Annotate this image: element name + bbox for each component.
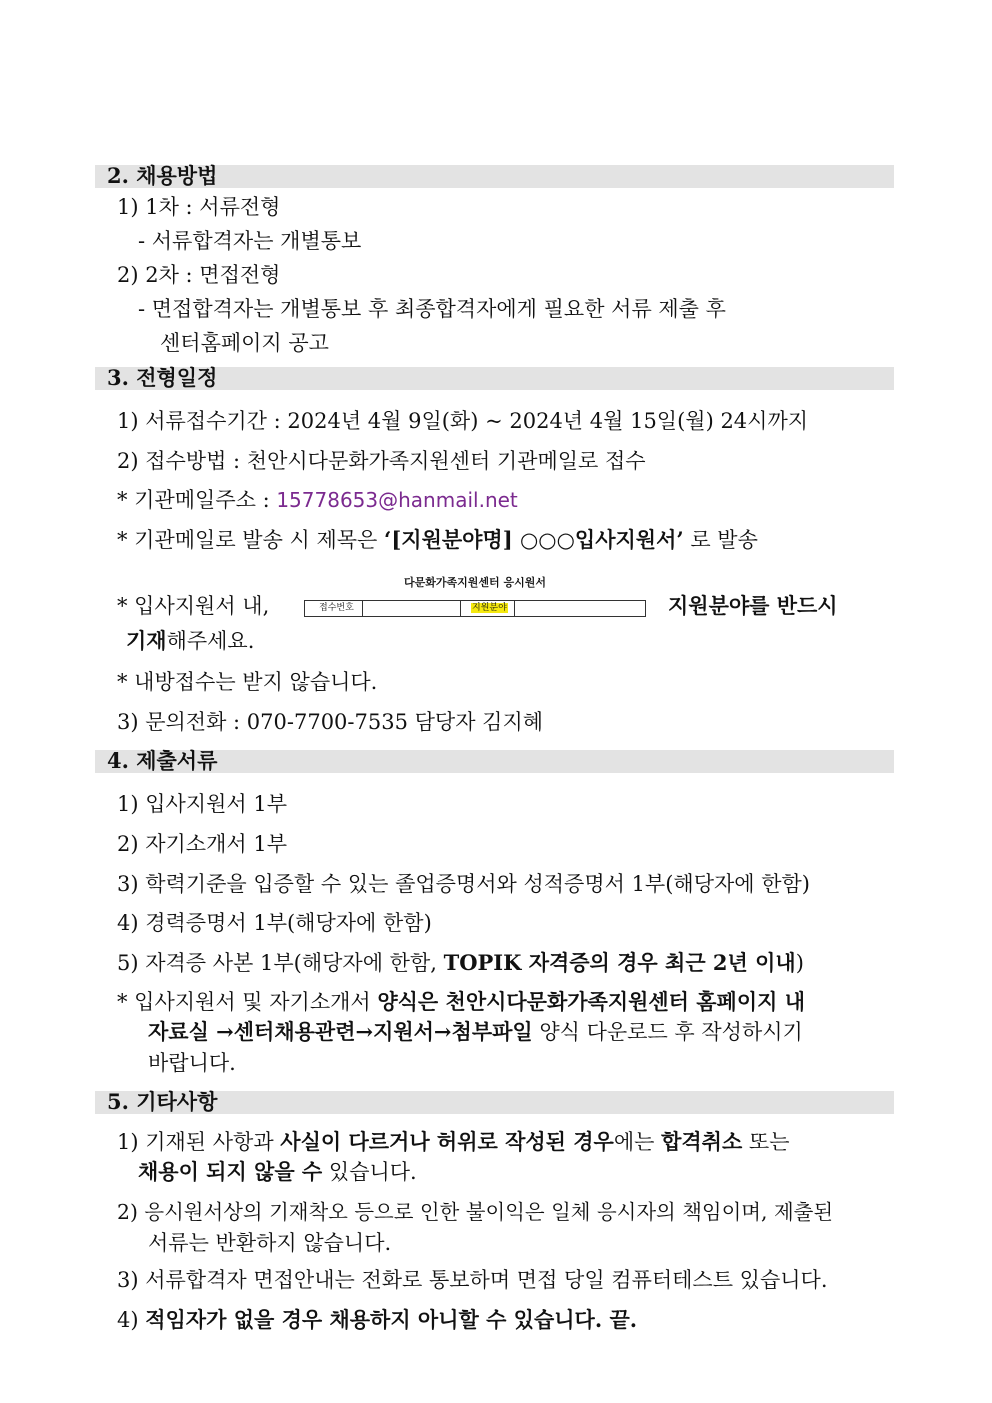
form-cell-highlighted: 지원분야	[461, 601, 515, 616]
form-cell: 접수번호	[305, 601, 363, 616]
text-line: * 내방접수는 받지 않습니다.	[117, 670, 378, 694]
text-line: 1) 입사지원서 1부	[117, 792, 287, 816]
text-line: 기재해주세요.	[126, 628, 255, 653]
email-link[interactable]: 15778653@hanmail.net	[276, 488, 518, 512]
section-header-recruitment-method	[95, 165, 894, 188]
text-line: * 기관메일로 발송 시 제목은 ‘[지원분야명] ○○○입사지원서’ 로 발송	[117, 527, 758, 552]
text-line: 자료실 →센터채용관련→지원서→첨부파일 양식 다운로드 후 작성하시기	[148, 1019, 803, 1044]
text-line: * 입사지원서 및 자기소개서 양식은 천안시다문화가족지원센터 홈페이지 내	[117, 989, 806, 1014]
text-line: 2) 응시원서상의 기재착오 등으로 인한 불이익은 일체 응시자의 책임이며, 제출된	[117, 1200, 834, 1224]
text-line: 서류는 반환하지 않습니다.	[148, 1231, 392, 1255]
section-title: 5. 기타사항	[107, 1089, 218, 1114]
text-line: * 입사지원서 내,	[117, 594, 270, 618]
text-line: 2) 자기소개서 1부	[117, 832, 287, 856]
text-line: 3) 학력기준을 입증할 수 있는 졸업증명서와 성적증명서 1부(해당자에 한함)	[117, 872, 810, 896]
text-line: 4) 경력증명서 1부(해당자에 한함)	[117, 911, 432, 935]
text-line: 3) 서류합격자 면접안내는 전화로 통보하며 면접 당일 컴퓨터테스트 있습니다.	[117, 1268, 828, 1292]
section-header-other-matters	[95, 1091, 894, 1114]
text-line: 1) 서류접수기간 : 2024년 4월 9일(화) ~ 2024년 4월 15일(월) 24시까지	[117, 409, 809, 433]
text-line: 1) 1차 : 서류전형	[117, 195, 281, 219]
text-line: 3) 문의전화 : 070-7700-7535 담당자 김지혜	[117, 710, 544, 734]
form-caption: 다문화가족지원센터 응시원서	[404, 576, 546, 589]
text-line: 2) 접수방법 : 천안시다문화가족지원센터 기관메일로 접수	[117, 449, 646, 473]
text-line: 4) 적임자가 없을 경우 채용하지 아니할 수 있습니다. 끝.	[117, 1307, 638, 1332]
text-line: - 면접합격자는 개별통보 후 최종합격자에게 필요한 서류 제출 후	[138, 297, 726, 321]
text-line: 바랍니다.	[148, 1051, 236, 1075]
text-line: 1) 기재된 사항과 사실이 다르거나 허위로 작성된 경우에는 합격취소 또는	[117, 1129, 790, 1154]
form-cell-empty	[363, 601, 461, 616]
section-header-schedule	[95, 367, 894, 390]
text-line: 센터홈페이지 공고	[160, 331, 329, 355]
text-line: - 서류합격자는 개별통보	[138, 229, 362, 253]
section-title: 3. 전형일정	[107, 365, 218, 390]
text-line: * 기관메일주소 : 15778653@hanmail.net	[117, 488, 518, 512]
application-form-sample	[304, 600, 646, 617]
text-line: 5) 자격증 사본 1부(해당자에 한함, TOPIK 자격증의 경우 최근 2년 이내)	[117, 950, 804, 975]
text-line: 지원분야를 반드시	[668, 593, 838, 618]
section-title: 4. 제출서류	[107, 748, 218, 773]
section-header-documents	[95, 750, 894, 773]
section-title: 2. 채용방법	[107, 163, 218, 188]
text-line: 2) 2차 : 면접전형	[117, 263, 281, 287]
text-line: 채용이 되지 않을 수 있습니다.	[138, 1159, 417, 1184]
